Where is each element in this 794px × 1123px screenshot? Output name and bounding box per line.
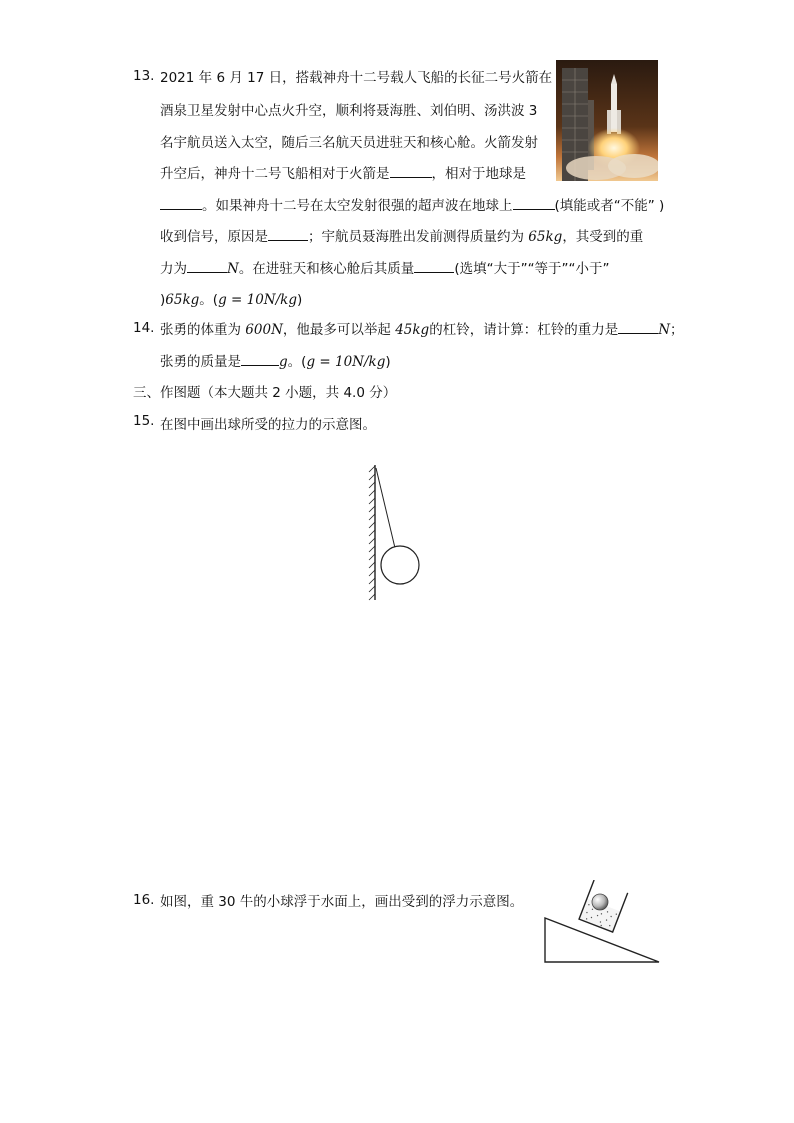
q13-number: 13. (133, 68, 155, 84)
q13-blank-2[interactable] (160, 197, 202, 210)
q14-line-2: 张勇的质量是 g。(g = 10N/kg) (160, 354, 391, 370)
q14-line-1: 张勇的体重为 600N，他最多可以举起 45kg的杠铃，请计算：杠铃的重力是 N； (160, 322, 684, 338)
q13-blank-4[interactable] (268, 228, 308, 241)
q13-line-2: 酒泉卫星发射中心点火升空，顺利将聂海胜、刘伯明、汤洪波 3 (160, 103, 538, 119)
q16-number: 16. (133, 892, 155, 908)
q13-line-5: 。如果神舟十二号在太空发射很强的超声波在地球上 (填能或者“不能” ) (160, 194, 664, 214)
q13-blank-6[interactable] (414, 260, 454, 273)
q15-text: 在图中画出球所受的拉力的示意图。 (160, 417, 376, 433)
q16-incline-container-diagram (543, 880, 663, 964)
q14-blank-1[interactable] (618, 321, 658, 334)
q13-blank-3[interactable] (513, 197, 555, 210)
q13-blank-5[interactable] (187, 260, 227, 273)
q14-number: 14. (133, 320, 155, 336)
q14-blank-2[interactable] (241, 353, 279, 366)
q13-line-3: 名宇航员送入太空，随后三名航天员进驻天和核心舱。火箭发射 (160, 135, 538, 151)
q13-line-8: )65kg。(g = 10N/kg) (160, 292, 303, 308)
q16-text: 如图，重 30 牛的小球浮于水面上，画出受到的浮力示意图。 (160, 894, 524, 910)
rocket-launch-photo (556, 60, 658, 181)
q13-line-4: 升空后，神舟十二号飞船相对于火箭是 ，相对于地球是 (160, 166, 526, 182)
q13-line-1: 2021 年 6 月 17 日，搭载神舟十二号载人飞船的长征二号火箭在 (160, 70, 553, 86)
section-3-heading: 三、作图题（本大题共 2 小题，共 4.0 分） (133, 385, 397, 401)
q13-blank-1[interactable] (390, 165, 432, 178)
q15-pendulum-diagram (366, 462, 426, 602)
q13-line-6: 收到信号，原因是 ；宇航员聂海胜出发前测得质量约为 65kg，其受到的重 (160, 229, 644, 245)
q13-line-7: 力为 N。在进驻天和核心舱后其质量 (选填“大于”“等于”“小于” (160, 261, 610, 277)
q15-number: 15. (133, 413, 155, 429)
